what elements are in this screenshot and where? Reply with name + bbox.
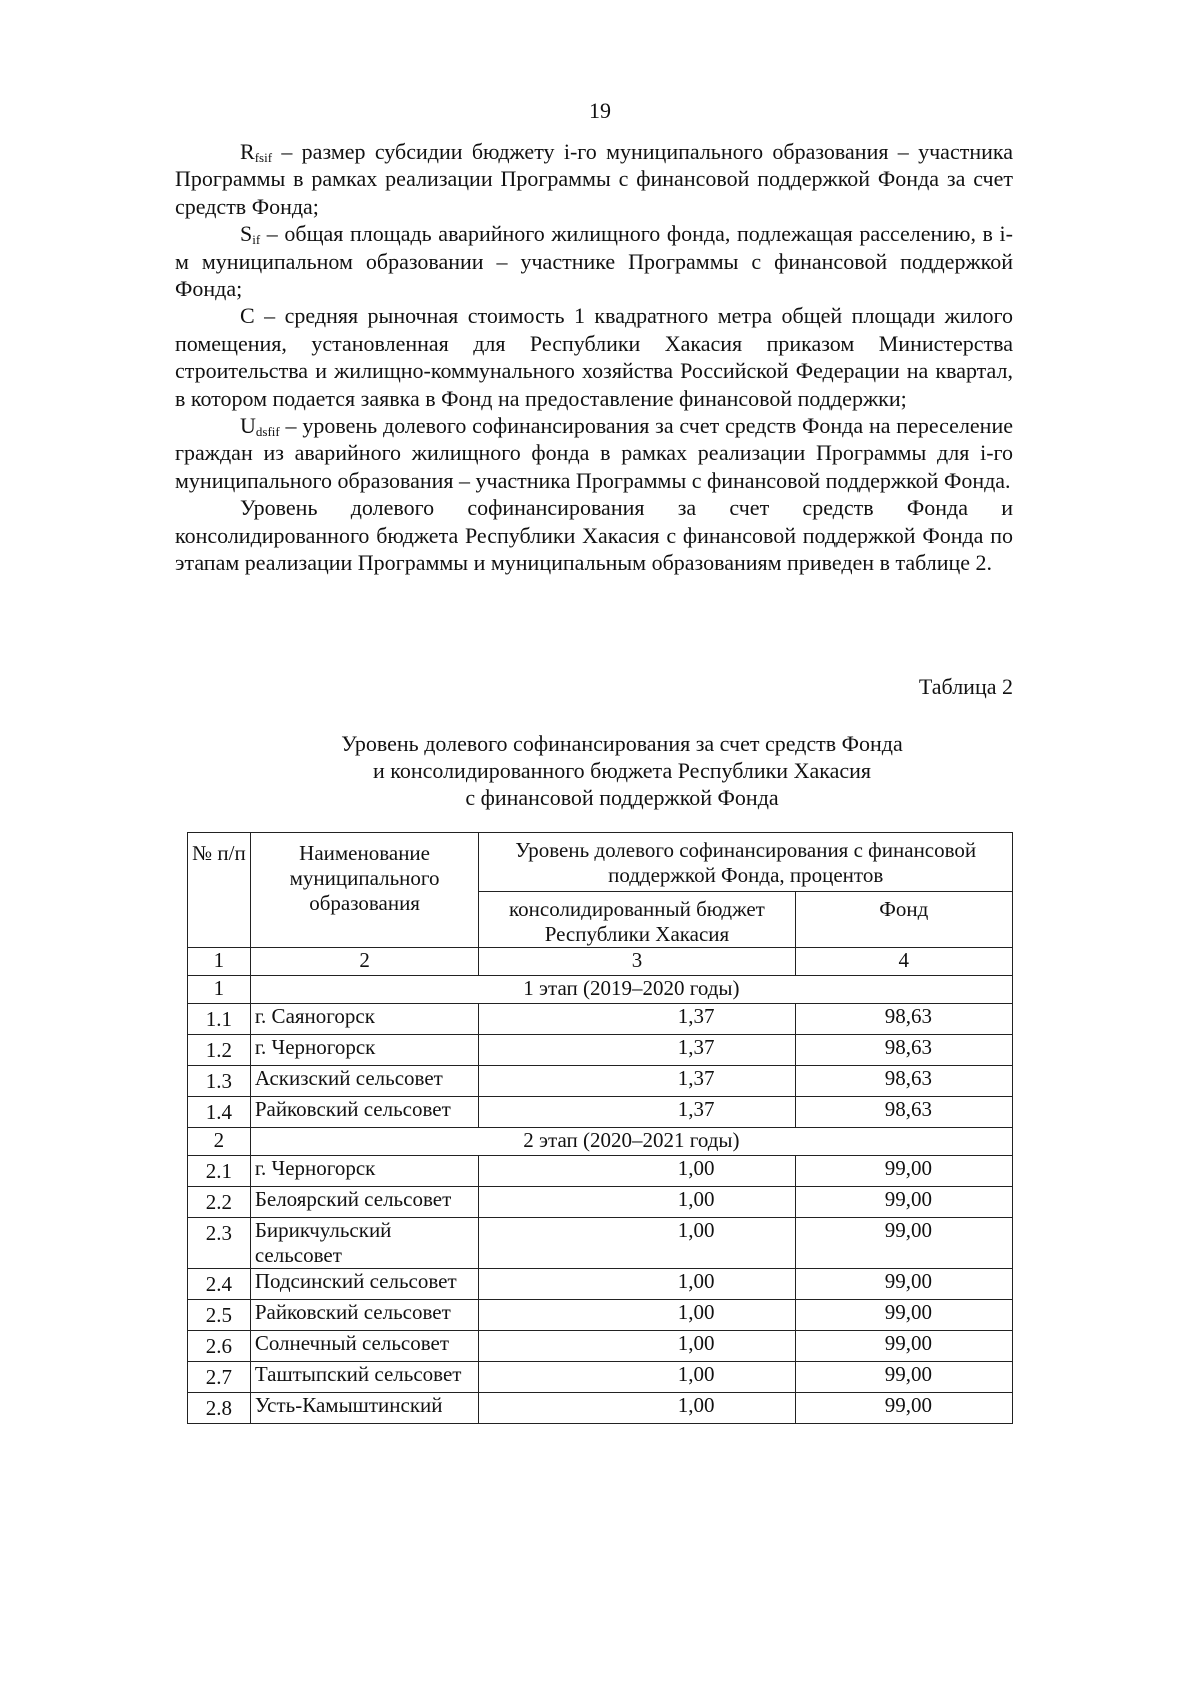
table-row	[188, 1004, 1013, 1035]
term-subscript: dsfif	[255, 424, 280, 440]
table-row	[188, 1097, 1013, 1128]
fund-share: 98,63	[795, 1035, 1012, 1066]
budget-share: 1,00	[479, 1218, 795, 1269]
budget-share: 1,00	[479, 1331, 795, 1362]
budget-share: 1,37	[479, 1035, 795, 1066]
cofinancing-table	[187, 832, 1013, 1424]
table-title-line: Уровень долевого софинансирования за счет средств Фонда	[341, 731, 903, 756]
section-row	[188, 976, 1013, 1004]
header-level: Уровень долевого софинансирования с финансовой поддержкой Фонда, процентов	[479, 833, 1013, 892]
table-row	[188, 1331, 1013, 1362]
row-number: 1.1	[188, 1004, 251, 1035]
row-number: 2.8	[188, 1393, 251, 1424]
row-number: 2.4	[188, 1269, 251, 1300]
municipality-name: Усть-Камыштинский	[250, 1393, 479, 1424]
table-title	[203, 730, 1041, 811]
row-number: 1.4	[188, 1097, 251, 1128]
header-fund: Фонд	[795, 892, 1012, 948]
table-label: Таблица 2	[918, 674, 1013, 699]
table-row	[188, 1269, 1013, 1300]
term: С	[240, 303, 255, 329]
municipality-name: Аскизский сельсовет	[250, 1066, 479, 1097]
municipality-name: Бирикчульский сельсовет	[250, 1218, 479, 1269]
row-number: 2.3	[188, 1218, 251, 1269]
budget-share: 1,00	[479, 1156, 795, 1187]
table-row	[188, 1156, 1013, 1187]
header-budget: консолидированный бюджет Республики Хакасия	[479, 892, 795, 948]
budget-share: 1,00	[479, 1187, 795, 1218]
table-row	[188, 1218, 1013, 1269]
table-row	[188, 1066, 1013, 1097]
table-row	[188, 1187, 1013, 1218]
paragraph-text: – средняя рыночная стоимость 1 квадратного метра общей площади жилого помещения, установленная для Республики Хакасия приказом Министерства строительства и жилищно-коммунального хозяйства Российской Федерации на квартал, в котором подается заявка в Фонд на предоставление финансовой поддержки;	[175, 303, 1013, 411]
term-subscript: fsif	[254, 150, 273, 165]
section-row	[188, 1128, 1013, 1156]
budget-share: 1,37	[479, 1066, 795, 1097]
budget-share: 1,00	[479, 1269, 795, 1300]
table-title-line: с финансовой поддержкой Фонда	[465, 785, 779, 810]
row-number: 2.7	[188, 1362, 251, 1393]
term: R	[240, 139, 255, 164]
municipality-name: Таштыпский сельсовет	[250, 1362, 479, 1393]
table-row	[188, 1362, 1013, 1393]
section-number: 2	[188, 1128, 251, 1156]
municipality-name: г. Саяногорск	[250, 1004, 479, 1035]
municipality-name: Белоярский сельсовет	[250, 1187, 479, 1218]
fund-share: 99,00	[795, 1187, 1012, 1218]
table-row	[188, 1035, 1013, 1066]
fund-share: 99,00	[795, 1218, 1012, 1269]
page-number: 19	[589, 98, 611, 123]
term: S	[240, 221, 253, 247]
row-number: 2.1	[188, 1156, 251, 1187]
paragraph	[175, 494, 1013, 576]
budget-share: 1,00	[479, 1300, 795, 1331]
fund-share: 99,00	[795, 1331, 1012, 1362]
fund-share: 99,00	[795, 1300, 1012, 1331]
municipality-name: Солнечный сельсовет	[250, 1331, 479, 1362]
row-number: 2.5	[188, 1300, 251, 1331]
term: U	[240, 413, 256, 439]
budget-share: 1,00	[479, 1393, 795, 1424]
paragraph-text: Уровень долевого софинансирования за счет средств Фонда и консолидированного бюджета Республики Хакасия с финансовой поддержкой Фонда по этапам реализации Программы и муниципальным образованиям приведен в таблице 2.	[175, 495, 1013, 576]
paragraph-text: – уровень долевого софинансирования за счет средств Фонда на переселение граждан из аварийного жилищного фонда в рамках реализации Программы для i-го муниципального образования – участника Программы с финансовой поддержкой Фонда.	[175, 413, 1013, 493]
section-title: 2 этап (2020–2021 годы)	[250, 1128, 1012, 1156]
column-number: 4	[795, 948, 1012, 976]
fund-share: 99,00	[795, 1362, 1012, 1393]
table-title-line: и консолидированного бюджета Республики Хакасия	[372, 758, 872, 783]
fund-share: 99,00	[795, 1393, 1012, 1424]
municipality-name: г. Черногорск	[250, 1035, 479, 1066]
fund-share: 98,63	[795, 1066, 1012, 1097]
header-name: Наименование муниципального образования	[250, 833, 479, 948]
section-title: 1 этап (2019–2020 годы)	[250, 976, 1012, 1004]
table-row	[188, 1393, 1013, 1424]
scan-artifacts	[225, 1470, 425, 1590]
fund-share: 98,63	[795, 1097, 1012, 1128]
fund-share: 98,63	[795, 1004, 1012, 1035]
column-number: 3	[479, 948, 795, 976]
paragraph-text: – размер субсидии бюджету i-го муниципального образования – участника Программы в рамках реализации Программы с финансовой поддержкой Фонда за счет средств Фонда;	[175, 139, 1013, 219]
paragraph	[175, 302, 1013, 412]
paragraph	[175, 412, 1013, 494]
municipality-name: г. Черногорск	[250, 1156, 479, 1187]
row-number: 2.6	[188, 1331, 251, 1362]
budget-share: 1,37	[479, 1004, 795, 1035]
column-number: 1	[188, 948, 251, 976]
column-number: 2	[250, 948, 479, 976]
table-row	[188, 1300, 1013, 1331]
fund-share: 99,00	[795, 1269, 1012, 1300]
municipality-name: Райковский сельсовет	[250, 1300, 479, 1331]
paragraph	[175, 220, 1013, 302]
budget-share: 1,00	[479, 1362, 795, 1393]
section-number: 1	[188, 976, 251, 1004]
body-text	[175, 138, 1013, 577]
term-subscript: if	[252, 232, 261, 248]
municipality-name: Подсинский сельсовет	[250, 1269, 479, 1300]
paragraph	[175, 138, 1013, 220]
header-num: № п/п	[188, 833, 251, 948]
row-number: 2.2	[188, 1187, 251, 1218]
fund-share: 99,00	[795, 1156, 1012, 1187]
budget-share: 1,37	[479, 1097, 795, 1128]
row-number: 1.3	[188, 1066, 251, 1097]
row-number: 1.2	[188, 1035, 251, 1066]
paragraph-text: – общая площадь аварийного жилищного фонда, подлежащая расселению, в i-м муниципальном образовании – участнике Программы с финансовой поддержкой Фонда;	[175, 221, 1013, 302]
municipality-name: Райковский сельсовет	[250, 1097, 479, 1128]
